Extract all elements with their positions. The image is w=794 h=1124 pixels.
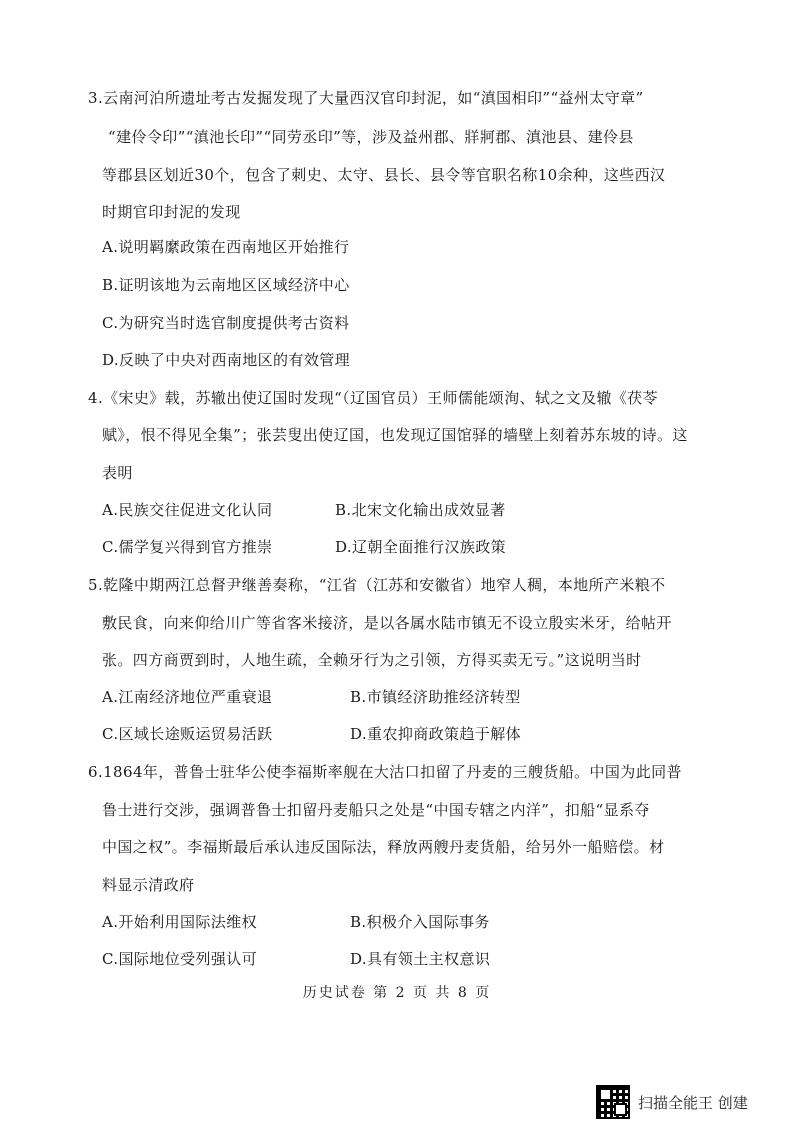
question-5-option-c: C.区域长途贩运贸易活跃 xyxy=(102,725,273,743)
qr-code-icon xyxy=(596,1085,630,1119)
question-3-option-c: C.为研究当时选官制度提供考古资料 xyxy=(102,314,350,332)
question-6-option-b: B.积极介入国际事务 xyxy=(350,913,490,931)
question-6-line-4: 料显示清政府 xyxy=(102,876,195,894)
scanner-watermark xyxy=(596,1084,748,1120)
watermark-text: 扫描全能王 创建 xyxy=(638,1093,748,1112)
question-3-line-1: 3.云南河泊所遗址考古发掘发现了大量西汉官印封泥，如“滇国相印”“益州太守章” xyxy=(88,89,644,107)
question-5-option-a: A.江南经济地位严重衰退 xyxy=(102,688,273,706)
question-3-line-4: 时期官印封泥的发现 xyxy=(102,203,241,221)
question-4-option-b: B.北宋文化输出成效显著 xyxy=(335,501,506,519)
question-4-option-d: D.辽朝全面推行汉族政策 xyxy=(335,538,507,556)
question-6-line-2: 鲁士进行交涉，强调普鲁士扣留丹麦船只之处是“中国专辖之内洋”，扣船“显系夺 xyxy=(102,801,650,819)
question-6-option-c: C.国际地位受列强认可 xyxy=(102,950,258,968)
question-6-line-3: 中国之权”。李福斯最后承认违反国际法，释放两艘丹麦货船，给另外一船赔偿。材 xyxy=(102,838,665,856)
question-6-option-a: A.开始利用国际法维权 xyxy=(102,913,258,931)
question-3-option-d: D.反映了中央对西南地区的有效管理 xyxy=(102,351,351,369)
question-4-line-3: 表明 xyxy=(102,464,133,482)
question-3-line-3: 等郡县区划近30个，包含了刺史、太守、县长、县令等官职名称10余种，这些西汉 xyxy=(102,166,666,184)
question-3-option-a: A.说明羁縻政策在西南地区开始推行 xyxy=(102,238,350,256)
question-5-line-3: 张。四方商贾到时，人地生疏，全赖牙行为之引领，方得买卖无亏。”这说明当时 xyxy=(102,651,642,669)
question-5-option-d: D.重农抑商政策趋于解体 xyxy=(350,725,522,743)
question-3-option-b: B.证明该地为云南地区区域经济中心 xyxy=(102,276,350,294)
question-5-option-b: B.市镇经济助推经济转型 xyxy=(350,688,521,706)
question-4-option-a: A.民族交往促进文化认同 xyxy=(102,501,273,519)
question-6-option-d: D.具有领土主权意识 xyxy=(350,950,491,968)
question-5-line-1: 5.乾隆中期两江总督尹继善奏称，“江省（江苏和安徽省）地窄人稠，本地所产米粮不 xyxy=(88,576,666,594)
page-footer: 历史试卷 第 2 页 共 8 页 xyxy=(302,985,492,1001)
question-5-line-2: 敷民食，向来仰给川广等省客米接济，是以各属水陆市镇无不设立殷实米牙，给帖开 xyxy=(102,614,672,632)
question-4-line-1: 4.《宋史》载，苏辙出使辽国时发现“（辽国官员）王师儒能颂洵、轼之文及辙《茯苓 xyxy=(88,389,659,407)
question-4-line-2: 赋》，恨不得见全集”；张芸叟出使辽国，也发现辽国馆驿的墙壁上刻着苏东坡的诗。这 xyxy=(102,426,688,444)
question-6-line-1: 6.1864年，普鲁士驻华公使李福斯率舰在大沽口扣留了丹麦的三艘货船。中国为此同普 xyxy=(88,763,682,781)
question-3-line-2: “建伶令印”“滇池长印”“同劳丞印”等，涉及益州郡、牂牁郡、滇池县、建伶县 xyxy=(108,128,634,146)
question-4-option-c: C.儒学复兴得到官方推崇 xyxy=(102,538,273,556)
